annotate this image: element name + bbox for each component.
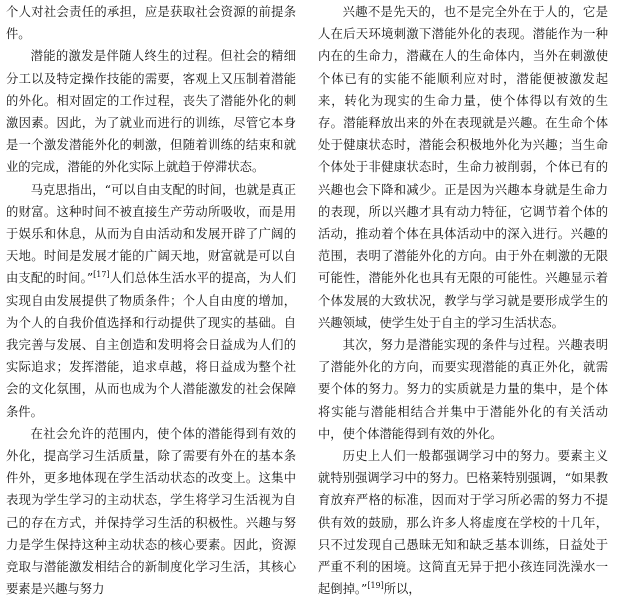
quote-text: 历史上人们一般都强调学习中的努力。要素主义就特别强调学习中的努力。巴格莱特别强调，“如果教育放弃严格的标准，因而对于学习所必需的努力不提供有效的鼓励，那么许多人将虚度在学校的十几年，只不过发现自己愚昧无知和缺乏基本训练，日益处于严重不利的困境。这简直无异于把小孩连同洗澡水一起倒掉。” [318,449,608,597]
paragraph [6,179,296,423]
citation-ref: [17] [93,270,110,280]
paragraph-text: 人们总体生活水平的提高，为人们实现自由发展提供了物质条件；个人自由度的增加，为个人的自我价值选择和行动提供了现实的基础。自我完善与发展、自主创造和发明将会日益成为人们的实际追求；发挥潜能，追求卓越，将日益成为整个社会的文化氛围，从而也成为个人潜能激发的社会保障条件。 [6,271,296,419]
paragraph: 在社会允许的范围内，使个体的潜能得到有效的外化，提高学习生活质量，除了需要有外在的基本条件外，更多地体现在学生活动状态的改变上。这集中表现为学生学习的主动状态，学生将学习生活视为自己的存在方式，并保持学习生活的积极性。兴趣与努力是学生保持这种主动状态的核心要素。因此，资源竞取与潜能激发相结合的新制度化学习生活，其核心要素是兴趣与努力 [6,426,296,597]
paragraph: 个人对社会责任的承担，应是获取社会资源的前提条件。 [6,5,296,42]
citation-ref: [19] [367,581,384,591]
quote-text: 马克思指出，“可以自由支配的时间，也就是真正的财富。这种时间不被直接生产劳动所吸收，而是用于娱乐和休息，从而为自由活动和发展开辟了广阔的天地。时间是发展才能的广阔天地，财富就是可以自由支配的时间。” [6,182,296,286]
left-column [6,1,296,600]
paragraph: 兴趣不是先天的，也不是完全外在于人的，它是人在后天环境刺激下潜能外化的表现。潜能作为一种内在的生命力，潜藏在人的生命体内，当外在刺激使个体已有的实能不能顺利应对时，潜能便被激发起来，转化为现实的生命力量，使个体得以有效的生存。潜能释放出来的外在表现就是兴趣。在生命个体处于健康状态时，潜能会积极地外化为兴趣；当生命个体处于非健康状态时，生命力被削弱，个体已有的兴趣也会下降和减少。正是因为兴趣本身就是生命力的表现，所以兴趣才具有动力特征，它调节着个体的活动，推动着个体在具体活动中的深入进行。兴趣的范围，表明了潜能外化的方向。由于外在刺激的无限可能性，潜能外化也具有无限的可能性。兴趣显示着个体发展的大致状况，教学与学习就是要形成学生的兴趣领域，使学生处于自主的学习生活状态。 [318,5,608,330]
paragraph [318,445,608,600]
paragraph: 潜能的激发是伴随人终生的过程。但社会的精细分工以及特定操作技能的需要，客观上又压制着潜能的外化。相对固定的工作过程，丧失了潜能外化的刺激因素。因此，为了就业而进行的训练，尽管它本身是一个激发潜能外化的刺激，但随着训练的结束和就业的完成，潜能的外化实际上就趋于停滞状态。 [6,49,296,175]
right-column [318,1,608,600]
paragraph-text: 所以， [383,582,421,597]
paragraph: 其次，努力是潜能实现的条件与过程。兴趣表明了潜能外化的方向，而要实现潜能的真正外化，就需要个体的努力。努力的实质就是力量的集中，是个体将实能与潜能相结合并集中于潜能外化的有关活动中，使个体潜能得到有效的外化。 [318,338,608,441]
